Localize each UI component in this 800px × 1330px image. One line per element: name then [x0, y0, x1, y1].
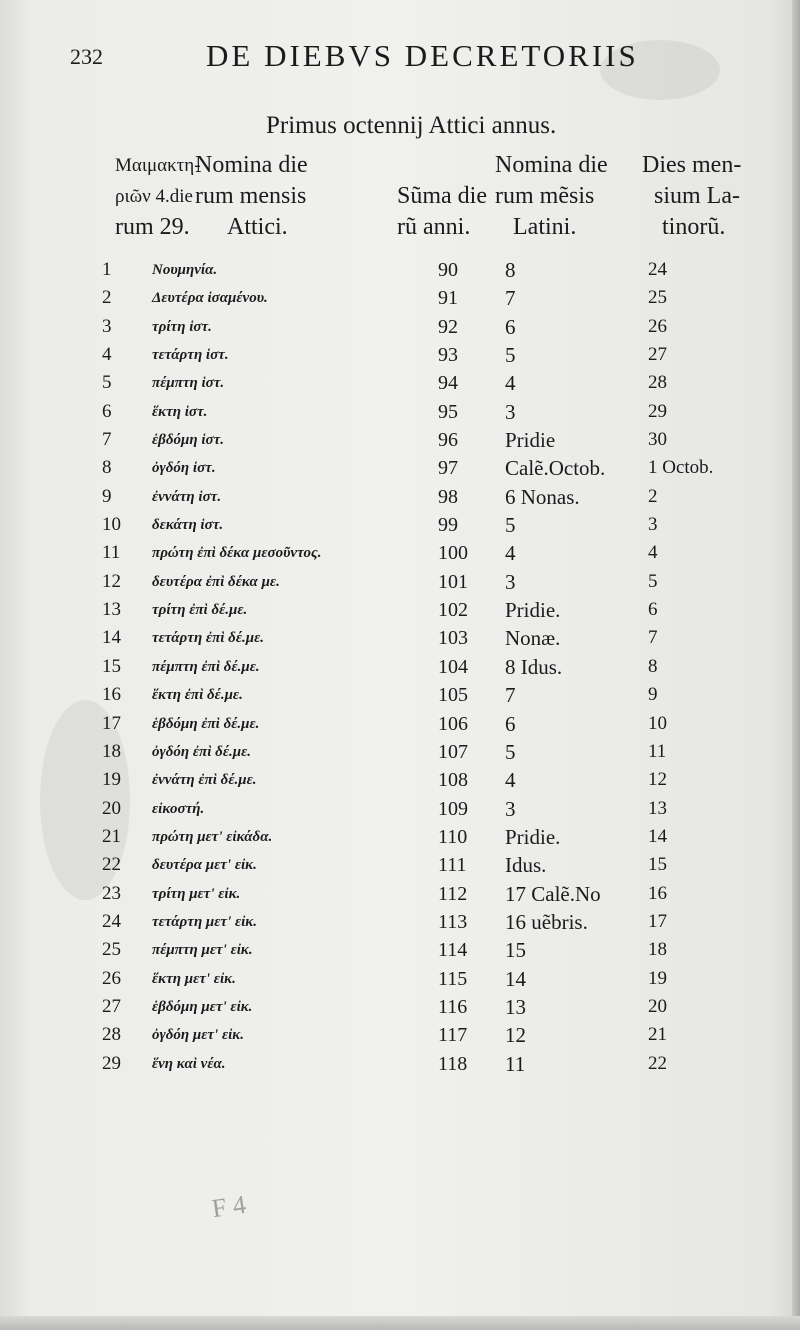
- faint-letter-mark: F 4: [210, 1189, 248, 1224]
- attic-day-name: Νουμηνία.: [152, 262, 218, 278]
- header-line: tinorũ.: [662, 214, 726, 240]
- latin-day-name: 4: [505, 371, 516, 396]
- day-number: 22: [102, 854, 121, 876]
- day-number: 9: [102, 485, 112, 507]
- table-row: [0, 653, 800, 681]
- attic-day-name: ἕκτη μετ' εἰκ.: [152, 970, 236, 987]
- year-day-sum: 101: [438, 570, 468, 593]
- header-latin-names: [495, 150, 608, 243]
- latin-day-name: 11: [505, 1051, 526, 1076]
- day-number: 11: [102, 542, 121, 564]
- day-number: 4: [102, 344, 112, 366]
- latin-day-name: 5: [505, 343, 516, 368]
- latin-month-day: 13: [648, 797, 667, 819]
- latin-month-day: 7: [648, 627, 658, 649]
- latin-month-day: 8: [648, 655, 658, 677]
- year-day-sum: 105: [438, 684, 468, 707]
- latin-month-day: 29: [648, 400, 667, 422]
- header-line: Attici.: [227, 214, 288, 240]
- day-number: 29: [102, 1052, 121, 1074]
- day-number: 25: [102, 939, 121, 961]
- latin-month-day: 14: [648, 825, 667, 847]
- table-row: [0, 738, 800, 766]
- latin-day-name: 8 Idus.: [505, 654, 563, 679]
- latin-day-name: Pridie: [505, 428, 556, 453]
- table-row: [0, 823, 800, 851]
- year-day-sum: 116: [438, 995, 468, 1018]
- latin-month-day: 15: [648, 854, 667, 876]
- header-line: rũ anni.: [397, 214, 471, 240]
- attic-day-name: ἕκτη ἱστ.: [152, 403, 208, 420]
- year-day-sum: 90: [438, 259, 458, 281]
- latin-day-name: 8: [505, 258, 516, 282]
- year-day-sum: 107: [438, 740, 468, 763]
- day-number: 5: [102, 372, 112, 394]
- year-day-sum: 111: [438, 854, 467, 877]
- year-day-sum: 94: [438, 372, 458, 395]
- table-row: [0, 596, 800, 624]
- table-row: [0, 965, 800, 993]
- attic-day-name: ἑβδόμη μετ' εἰκ.: [152, 998, 253, 1015]
- attic-day-name: ὀγδόη ἐπὶ δέ.με.: [152, 743, 251, 760]
- year-day-sum: 106: [438, 712, 468, 735]
- latin-month-day: 3: [648, 514, 658, 536]
- attic-day-name: ὀγδόη ἱστ.: [152, 460, 216, 477]
- day-number: 24: [102, 910, 121, 932]
- table-row: [0, 539, 800, 567]
- table-row: [0, 1050, 800, 1078]
- day-number: 16: [102, 684, 121, 706]
- year-day-sum: 112: [438, 882, 468, 905]
- day-number: 27: [102, 995, 121, 1017]
- table-row: [0, 511, 800, 539]
- latin-day-name: 14: [505, 966, 526, 991]
- year-day-sum: 100: [438, 542, 468, 565]
- page-number: 232: [70, 44, 103, 69]
- attic-day-name: πρώτη μετ' εἰκάδα.: [152, 828, 273, 845]
- header-month-column: [115, 150, 201, 243]
- latin-month-day: 11: [648, 740, 667, 762]
- attic-day-name: ἕνη καὶ νέα.: [152, 1055, 226, 1072]
- latin-month-day: 16: [648, 882, 667, 904]
- latin-month-day: 17: [648, 910, 667, 932]
- year-day-sum: 96: [438, 429, 458, 452]
- latin-day-name: 4: [505, 541, 516, 566]
- day-number: 15: [102, 655, 121, 677]
- day-number: 18: [102, 740, 121, 762]
- header-line: Sũma die: [397, 183, 487, 209]
- latin-day-name: 12: [505, 1023, 526, 1048]
- day-number: 28: [102, 1024, 121, 1046]
- table-row: [0, 766, 800, 794]
- day-number: 19: [102, 769, 121, 791]
- year-day-sum: 98: [438, 485, 458, 508]
- attic-day-name: ἑβδόμη ἱστ.: [152, 432, 225, 449]
- attic-day-name: ὀγδόη μετ' εἰκ.: [152, 1027, 244, 1044]
- year-day-sum: 93: [438, 344, 458, 367]
- day-number: 23: [102, 882, 121, 904]
- latin-month-day: 4: [648, 542, 658, 564]
- day-number: 6: [102, 400, 112, 422]
- attic-day-name: Δευτέρα ἱσαμένου.: [152, 290, 268, 307]
- running-head: DE DIEBVS DECRETORIIS: [206, 38, 639, 73]
- table-row: [0, 851, 800, 879]
- day-number: 3: [102, 315, 112, 337]
- latin-day-name: 7: [505, 286, 516, 311]
- table-row: [0, 880, 800, 908]
- table-row: [0, 454, 800, 482]
- latin-day-name: 3: [505, 796, 516, 821]
- latin-month-day: 20: [648, 995, 667, 1017]
- latin-day-name: Pridie.: [505, 824, 561, 849]
- table-row: [0, 1021, 800, 1049]
- latin-month-day: 25: [648, 287, 667, 309]
- latin-month-day: 6: [648, 599, 658, 621]
- latin-month-day: 24: [648, 259, 667, 280]
- attic-day-name: τρίτη ἱστ.: [152, 318, 212, 335]
- attic-day-name: πέμπτη ἐπὶ δέ.με.: [152, 658, 260, 675]
- year-day-sum: 92: [438, 315, 458, 338]
- attic-day-name: δευτέρα ἐπὶ δέκα με.: [152, 573, 280, 590]
- header-line: ριῶν 4.die: [115, 186, 193, 207]
- page-edge-bottom: [0, 1316, 800, 1330]
- table-row: [0, 568, 800, 596]
- year-day-sum: 102: [438, 599, 468, 622]
- day-number: 14: [102, 627, 121, 649]
- year-day-sum: 117: [438, 1024, 468, 1047]
- latin-day-name: 15: [505, 938, 526, 963]
- header-summa: [397, 181, 487, 243]
- table-row: [0, 398, 800, 426]
- day-number: 1: [102, 259, 112, 280]
- year-day-sum: 115: [438, 967, 468, 990]
- header-line: Nomina die: [195, 152, 308, 178]
- table-row: [0, 908, 800, 936]
- latin-day-name: Nonæ.: [505, 626, 561, 651]
- table-row: [0, 369, 800, 397]
- latin-day-name: 16 uẽbris.: [505, 909, 588, 934]
- day-number: 26: [102, 967, 121, 989]
- day-number: 8: [102, 457, 112, 479]
- table-subtitle: Primus octennij Attici annus.: [266, 112, 557, 139]
- calendar-table: [0, 256, 800, 1078]
- latin-month-day: 27: [648, 344, 667, 366]
- latin-month-day: 28: [648, 372, 667, 394]
- latin-month-day: 10: [648, 712, 667, 734]
- table-row: [0, 681, 800, 709]
- latin-month-day: 2: [648, 485, 658, 507]
- attic-day-name: ἐννάτη ἱστ.: [152, 488, 222, 505]
- year-day-sum: 114: [438, 939, 468, 962]
- table-row: [0, 341, 800, 369]
- latin-day-name: 6: [505, 314, 516, 339]
- latin-month-day: 1 Octob.: [648, 457, 714, 479]
- header-latin-days: [642, 150, 741, 243]
- attic-day-name: τετάρτη μετ' εἰκ.: [152, 913, 258, 930]
- attic-day-name: εἰκοστή.: [152, 800, 205, 817]
- latin-day-name: Pridie.: [505, 598, 561, 623]
- latin-month-day: 5: [648, 570, 658, 592]
- table-row: [0, 426, 800, 454]
- table-row: [0, 483, 800, 511]
- year-day-sum: 91: [438, 287, 458, 310]
- attic-day-name: δεκάτη ἱστ.: [152, 517, 224, 534]
- latin-day-name: 5: [505, 513, 516, 538]
- latin-day-name: 5: [505, 739, 516, 764]
- table-row: [0, 313, 800, 341]
- day-number: 17: [102, 712, 121, 734]
- header-attic-names: [195, 150, 308, 243]
- latin-day-name: 6 Nonas.: [505, 484, 580, 509]
- table-row: [0, 284, 800, 312]
- day-number: 10: [102, 514, 121, 536]
- latin-month-day: 9: [648, 684, 658, 706]
- attic-day-name: πρώτη ἐπὶ δέκα μεσοῦντος.: [152, 545, 322, 562]
- attic-day-name: τετάρτη ἐπὶ δέ.με.: [152, 630, 265, 647]
- latin-month-day: 18: [648, 939, 667, 961]
- day-number: 12: [102, 570, 121, 592]
- attic-day-name: ἐννάτη ἐπὶ δέ.με.: [152, 772, 257, 789]
- year-day-sum: 113: [438, 910, 468, 933]
- attic-day-name: τετάρτη ἱστ.: [152, 347, 229, 364]
- latin-month-day: 19: [648, 967, 667, 989]
- header-line: Dies men-: [642, 152, 742, 178]
- latin-month-day: 21: [648, 1024, 667, 1046]
- latin-day-name: 3: [505, 569, 516, 594]
- attic-day-name: πέμπτη ἱστ.: [152, 375, 225, 392]
- year-day-sum: 97: [438, 457, 458, 480]
- header-line: rum mensis: [195, 183, 307, 209]
- latin-day-name: 3: [505, 399, 516, 424]
- latin-month-day: 26: [648, 315, 667, 337]
- day-number: 21: [102, 825, 121, 847]
- latin-day-name: Idus.: [505, 853, 547, 878]
- latin-day-name: 13: [505, 994, 526, 1019]
- latin-day-name: 17 Calẽ.No: [505, 881, 601, 906]
- header-line: Latini.: [513, 214, 577, 240]
- day-number: 7: [102, 429, 112, 451]
- latin-month-day: 30: [648, 429, 667, 451]
- latin-month-day: 22: [648, 1052, 667, 1074]
- year-day-sum: 95: [438, 400, 458, 423]
- attic-day-name: ἕκτη ἐπὶ δέ.με.: [152, 687, 243, 704]
- latin-month-day: 12: [648, 769, 667, 791]
- attic-day-name: πέμπτη μετ' εἰκ.: [152, 942, 253, 959]
- year-day-sum: 118: [438, 1052, 468, 1075]
- attic-day-name: τρίτη ἐπὶ δέ.με.: [152, 602, 248, 619]
- table-row: [0, 624, 800, 652]
- day-number: 2: [102, 287, 112, 309]
- year-day-sum: 103: [438, 627, 468, 650]
- latin-day-name: 4: [505, 768, 516, 793]
- header-line: sium La-: [654, 183, 740, 209]
- table-row: [0, 993, 800, 1021]
- year-day-sum: 110: [438, 825, 468, 848]
- table-row: [0, 256, 800, 284]
- day-number: 20: [102, 797, 121, 819]
- table-row: [0, 795, 800, 823]
- year-day-sum: 109: [438, 797, 468, 820]
- latin-day-name: 6: [505, 711, 516, 736]
- table-row: [0, 936, 800, 964]
- attic-day-name: ἑβδόμη ἐπὶ δέ.με.: [152, 715, 260, 732]
- table-row: [0, 710, 800, 738]
- attic-day-name: δευτέρα μετ' εἰκ.: [152, 857, 257, 874]
- year-day-sum: 104: [438, 655, 468, 678]
- day-number: 13: [102, 599, 121, 621]
- latin-day-name: Calẽ.Octob.: [505, 456, 606, 481]
- year-day-sum: 99: [438, 514, 458, 537]
- header-line: Nomina die: [495, 152, 608, 178]
- header-line: rum 29.: [115, 214, 190, 240]
- latin-day-name: 7: [505, 683, 516, 708]
- header-line: rum mẽsis: [495, 183, 595, 209]
- attic-day-name: τρίτη μετ' εἰκ.: [152, 885, 241, 902]
- year-day-sum: 108: [438, 769, 468, 792]
- header-line: Μαιμακτη-: [115, 155, 201, 176]
